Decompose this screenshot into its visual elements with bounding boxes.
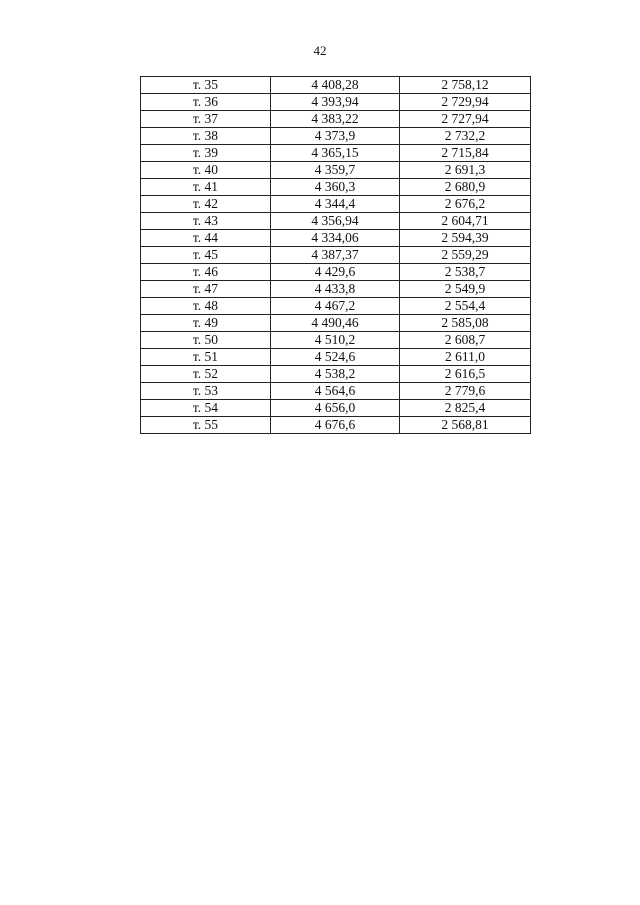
y-coordinate-cell: 2 676,2 — [400, 196, 531, 213]
x-coordinate-cell: 4 365,15 — [271, 145, 400, 162]
table-row — [141, 128, 531, 145]
point-cell: т. 55 — [141, 417, 271, 434]
table-row — [141, 315, 531, 332]
x-coordinate-cell: 4 564,6 — [271, 383, 400, 400]
point-cell: т. 41 — [141, 179, 271, 196]
point-cell: т. 39 — [141, 145, 271, 162]
y-coordinate-cell: 2 608,7 — [400, 332, 531, 349]
x-coordinate-cell: 4 373,9 — [271, 128, 400, 145]
x-coordinate-cell: 4 429,6 — [271, 264, 400, 281]
point-cell: т. 52 — [141, 366, 271, 383]
point-cell: т. 43 — [141, 213, 271, 230]
table-row — [141, 366, 531, 383]
table-row — [141, 77, 531, 94]
x-coordinate-cell: 4 408,28 — [271, 77, 400, 94]
y-coordinate-cell: 2 691,3 — [400, 162, 531, 179]
table-row — [141, 417, 531, 434]
x-coordinate-cell: 4 433,8 — [271, 281, 400, 298]
point-cell: т. 49 — [141, 315, 271, 332]
point-cell: т. 38 — [141, 128, 271, 145]
y-coordinate-cell: 2 594,39 — [400, 230, 531, 247]
x-coordinate-cell: 4 334,06 — [271, 230, 400, 247]
y-coordinate-cell: 2 585,08 — [400, 315, 531, 332]
table-row — [141, 298, 531, 315]
point-cell: т. 53 — [141, 383, 271, 400]
point-cell: т. 40 — [141, 162, 271, 179]
point-cell: т. 46 — [141, 264, 271, 281]
point-cell: т. 48 — [141, 298, 271, 315]
table-row — [141, 383, 531, 400]
x-coordinate-cell: 4 387,37 — [271, 247, 400, 264]
table-row — [141, 196, 531, 213]
point-cell: т. 45 — [141, 247, 271, 264]
x-coordinate-cell: 4 490,46 — [271, 315, 400, 332]
y-coordinate-cell: 2 715,84 — [400, 145, 531, 162]
point-cell: т. 44 — [141, 230, 271, 247]
table-row — [141, 111, 531, 128]
page-number: 42 — [313, 43, 327, 58]
point-cell: т. 36 — [141, 94, 271, 111]
y-coordinate-cell: 2 680,9 — [400, 179, 531, 196]
table-row — [141, 230, 531, 247]
coordinates-table-body — [141, 77, 531, 434]
x-coordinate-cell: 4 356,94 — [271, 213, 400, 230]
point-cell: т. 37 — [141, 111, 271, 128]
y-coordinate-cell: 2 538,7 — [400, 264, 531, 281]
table-row — [141, 400, 531, 417]
y-coordinate-cell: 2 568,81 — [400, 417, 531, 434]
table-row — [141, 213, 531, 230]
table-row — [141, 94, 531, 111]
table-row — [141, 332, 531, 349]
y-coordinate-cell: 2 779,6 — [400, 383, 531, 400]
y-coordinate-cell: 2 559,29 — [400, 247, 531, 264]
point-cell: т. 51 — [141, 349, 271, 366]
table-row — [141, 247, 531, 264]
table-row — [141, 349, 531, 366]
x-coordinate-cell: 4 510,2 — [271, 332, 400, 349]
coordinates-table — [140, 76, 531, 434]
y-coordinate-cell: 2 554,4 — [400, 298, 531, 315]
table-row — [141, 145, 531, 162]
y-coordinate-cell: 2 549,9 — [400, 281, 531, 298]
x-coordinate-cell: 4 538,2 — [271, 366, 400, 383]
x-coordinate-cell: 4 467,2 — [271, 298, 400, 315]
x-coordinate-cell: 4 383,22 — [271, 111, 400, 128]
y-coordinate-cell: 2 825,4 — [400, 400, 531, 417]
table-row — [141, 281, 531, 298]
x-coordinate-cell: 4 524,6 — [271, 349, 400, 366]
y-coordinate-cell: 2 616,5 — [400, 366, 531, 383]
point-cell: т. 47 — [141, 281, 271, 298]
point-cell: т. 50 — [141, 332, 271, 349]
x-coordinate-cell: 4 359,7 — [271, 162, 400, 179]
x-coordinate-cell: 4 656,0 — [271, 400, 400, 417]
y-coordinate-cell: 2 611,0 — [400, 349, 531, 366]
x-coordinate-cell: 4 676,6 — [271, 417, 400, 434]
y-coordinate-cell: 2 727,94 — [400, 111, 531, 128]
point-cell: т. 42 — [141, 196, 271, 213]
y-coordinate-cell: 2 729,94 — [400, 94, 531, 111]
y-coordinate-cell: 2 604,71 — [400, 213, 531, 230]
x-coordinate-cell: 4 393,94 — [271, 94, 400, 111]
x-coordinate-cell: 4 360,3 — [271, 179, 400, 196]
x-coordinate-cell: 4 344,4 — [271, 196, 400, 213]
table-row — [141, 179, 531, 196]
point-cell: т. 54 — [141, 400, 271, 417]
table-row — [141, 162, 531, 179]
table-row — [141, 264, 531, 281]
y-coordinate-cell: 2 732,2 — [400, 128, 531, 145]
y-coordinate-cell: 2 758,12 — [400, 77, 531, 94]
point-cell: т. 35 — [141, 77, 271, 94]
